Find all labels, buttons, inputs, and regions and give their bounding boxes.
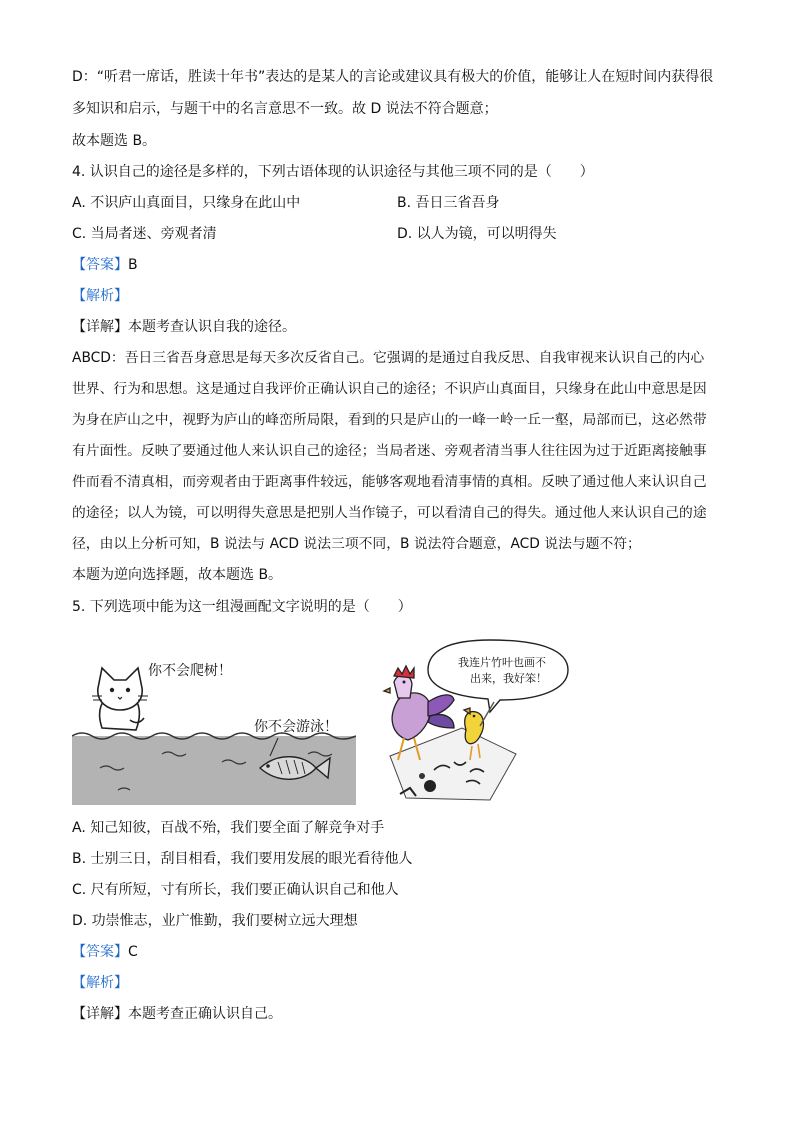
q4-option-d: D. 以人为镜，可以明得失 [397,226,557,242]
q5-detail-intro: 本题考查正确认识自己。 [128,1006,282,1022]
q4-explanation-line-7: 径，由以上分析可知，B 说法与 ACD 说法三项不同，B 说法符合题意，ACD 说法与题不符； [72,536,641,552]
q5-analysis-row [72,973,128,993]
q4-detail-row [72,317,296,337]
q4-detail-tag: 【详解】 [72,319,128,335]
q4-answer-value: B [128,257,138,273]
q4-answer-row [72,255,138,275]
q4-analysis-row [72,286,128,306]
q4-option-c: C. 当局者迷、旁观者清 [72,226,217,242]
q5-analysis-tag: 【解析】 [72,975,128,991]
q4-explanation-line-5: 件而看不清真相，而旁观者由于距离事件较远，能够客观地看清事情的真相。反映了通过他人来认识自己 [72,474,707,490]
q5-answer-tag: 【答案】 [72,944,128,960]
q4-detail-intro: 本题考查认识自我的途径。 [128,319,296,335]
q4-explanation-line-1: ABCD：吾日三省吾身意思是每天多次反省自己。它强调的是通过自我反思、自我审视来认识自己的内心 [72,350,705,366]
q5-answer-value: C [128,944,138,960]
cartoon-cat-fish [72,640,356,805]
cartoon-rooster-chick [370,636,582,808]
cat-speech: 你不会爬树！ [148,663,232,679]
bubble-line-1: 我连片竹叶也画不 [458,656,546,669]
q4-option-a: A. 不识庐山真面目，只缘身在此山中 [72,195,301,211]
prev-option-d-line2: 多知识和启示，与题干中的名言意思不一致。故 D 说法不符合题意； [72,101,498,117]
q4-answer-tag: 【答案】 [72,257,128,273]
bubble-line-2: 出来，我好笨！ [470,672,547,685]
q5-option-a: A. 知己知彼，百战不殆，我们要全面了解竞争对手 [72,820,385,836]
q4-explanation-line-4: 有片面性。反映了要通过他人来认识自己的途径；当局者迷、旁观者清当事人往往因为过于近距离接触事 [72,443,707,459]
q5-option-c: C. 尺有所短，寸有所长，我们要正确认识自己和他人 [72,882,399,898]
q4-explanation-line-3: 为身在庐山之中，视野为庐山的峰峦所局限，看到的只是庐山的一峰一岭一丘一壑，局部而已，这必然带 [72,412,707,428]
cat-figure [98,668,144,730]
q5-stem: 5. 下列选项中能为这一组漫画配文字说明的是（ ） [72,599,412,615]
prev-option-d-line1: D：“听君一席话，胜读十年书”表达的是某人的言论或建议具有极大的价值，能够让人在短时间内获得很 [72,69,714,85]
q4-conclusion: 本题为逆向选择题，故本题选 B。 [72,567,283,583]
q5-option-b: B. 士别三日，刮目相看，我们要用发展的眼光看待他人 [72,851,413,867]
q5-option-d: D. 功崇惟志，业广惟勤，我们要树立远大理想 [72,913,358,929]
q5-detail-tag: 【详解】 [72,1006,128,1022]
q4-analysis-tag: 【解析】 [72,288,128,304]
prev-conclusion: 故本题选 B。 [72,133,157,149]
q5-answer-row [72,942,138,962]
q4-explanation-line-6: 的途径；以人为镜，可以明得失意思是把别人当作镜子，可以看清自己的得失。通过他人来认识自己的途 [72,505,707,521]
fish-speech: 你不会游泳！ [254,719,338,735]
q5-detail-row [72,1004,282,1024]
q4-stem: 4. 认识自己的途径是多样的，下列古语体现的认识途径与其他三项不同的是（ ） [72,164,594,180]
q4-explanation-line-2: 世界、行为和思想。这是通过自我评价正确认识自己的途径；不识庐山真面目，只缘身在此山中意思是因 [72,381,707,397]
q4-option-b: B. 吾日三省吾身 [397,195,500,211]
